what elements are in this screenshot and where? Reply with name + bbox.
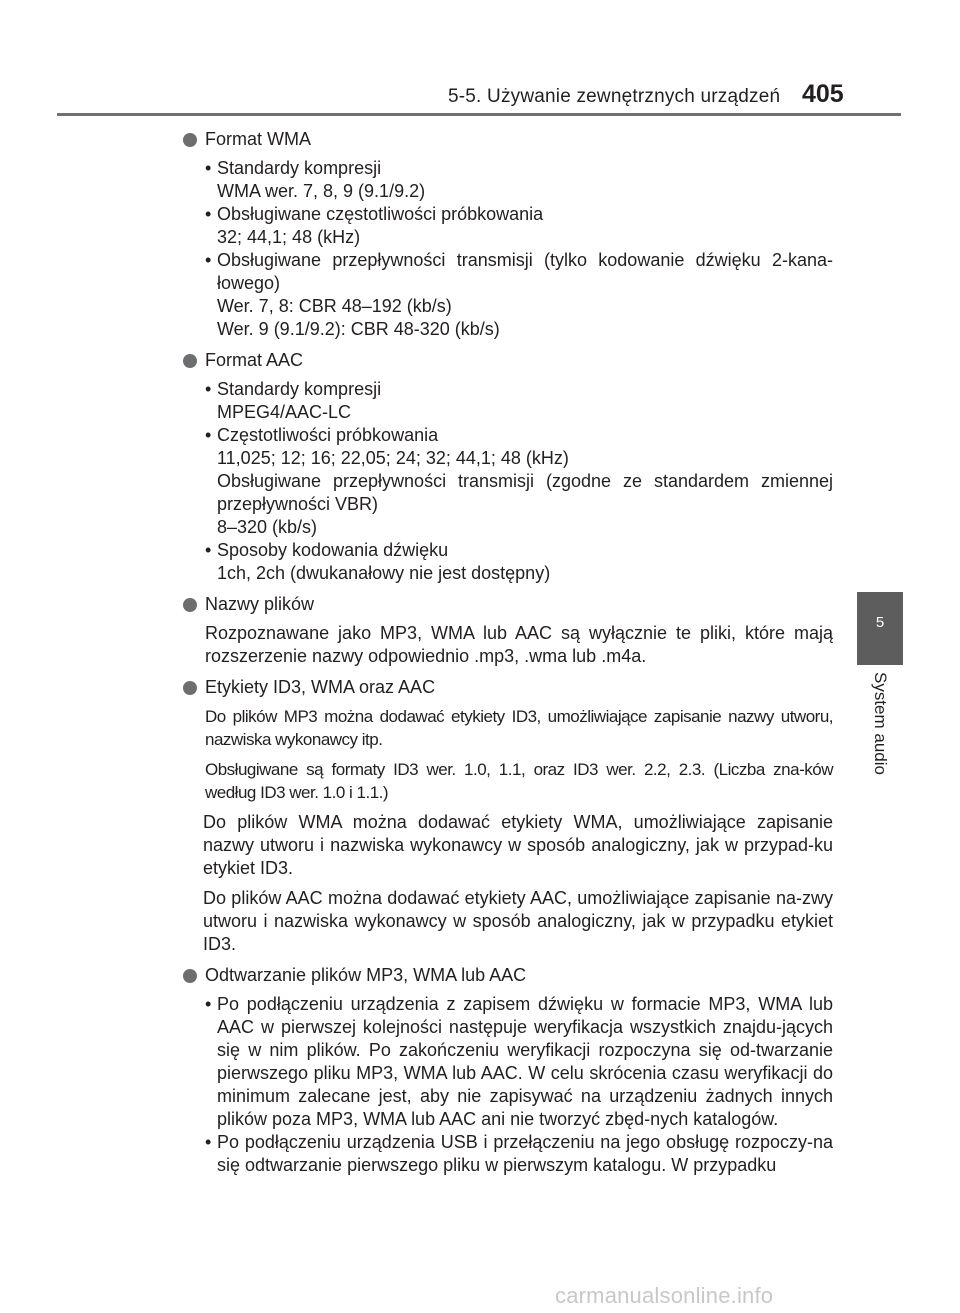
list-item: • Po podłączeniu urządzenia USB i przełączeniu na jego obsługę rozpoczy-na się odtwarzanie pierwszego pliku w pierwszym katalogu. W przypadku <box>205 1132 833 1175</box>
list-item: • Sposoby kodowania dźwięku 1ch, 2ch (dwukanałowy nie jest dostępny) <box>205 539 833 585</box>
list-item: • Obsługiwane przepływności transmisji (tylko kodowanie dźwięku 2-kana-łowego) Wer. 7, 8: CBR 48–192 (kb/s) Wer. 9 (9.1/9.2): CBR 48-320 (kb/s) <box>205 250 833 339</box>
list-item: • Po podłączeniu urządzenia z zapisem dźwięku w formacie MP3, WMA lub AAC w pierwszej kolejności następuje weryfikacja wszystkich znajdu-jących się w nim plików. Po zakończeniu weryfikacji rozpoczyna się od-twarzanie pierwszego pliku MP3, WMA lub AAC. W celu skrócenia czasu weryfikacji do minimum zalecane jest, aby nie zapisywać na urządzeniu żadnych innych plików poza MP3, WMA lub AAC ani nie tworzyć zbęd-nych katalogów. <box>205 994 833 1129</box>
section-heading <box>183 676 833 699</box>
item-text: Po podłączeniu urządzenia USB i przełączeniu na jego obsługę rozpoczy-na się odtwarzanie pierwszego pliku w pierwszym katalogu. W przypadku <box>217 1132 833 1175</box>
list-item: • Częstotliwości próbkowania 11,025; 12; 16; 22,05; 24; 32; 44,1; 48 (kHz) Obsługiwane przepływności transmisji (zgodne ze standardem zmiennej przepływności VBR) 8–320 (kb/s) <box>205 425 833 537</box>
section-heading-text: Etykiety ID3, WMA oraz AAC <box>205 677 436 697</box>
chapter-number: 5 <box>875 614 885 631</box>
paragraph: Do plików AAC można dodawać etykiety AAC, umożliwiające zapisanie na-zwy utworu i nazwiska wykonawcy w sposób analogiczny, jak w przypadku etykiet ID3. <box>203 888 833 954</box>
item-value: WMA wer. 7, 8, 9 (9.1/9.2) <box>217 181 426 201</box>
paragraph: Do plików WMA można dodawać etykiety WMA, umożliwiające zapisanie nazwy utworu i nazwiska wykonawcy w sposób analogiczny, jak w przypad-ku etykiet ID3. <box>203 812 833 878</box>
item-value: Wer. 9 (9.1/9.2): CBR 48-320 (kb/s) <box>217 319 500 339</box>
section-playback <box>183 964 833 1177</box>
section-heading-text: Nazwy plików <box>205 594 315 614</box>
item-label: Obsługiwane przepływności transmisji (tylko kodowanie dźwięku 2-kana-łowego) <box>217 250 833 293</box>
section-aac <box>183 349 833 585</box>
section-file-names <box>183 593 833 668</box>
section-heading <box>183 964 833 987</box>
item-value: 11,025; 12; 16; 22,05; 24; 32; 44,1; 48 (kHz) <box>217 448 569 468</box>
section-heading-text: Format WMA <box>205 129 311 149</box>
bullet-icon <box>183 969 197 983</box>
paragraph: Do plików MP3 można dodawać etykiety ID3, umożliwiające zapisanie nazwy utworu, nazwiska wykonawcy itp. <box>205 707 833 749</box>
paragraph: Obsługiwane są formaty ID3 wer. 1.0, 1.1, oraz ID3 wer. 2.2, 2.3. (Liczba zna-ków według ID3 wer. 1.0 i 1.1.) <box>205 760 833 802</box>
item-label: Częstotliwości próbkowania <box>217 425 439 445</box>
section-heading-text: Format AAC <box>205 350 304 370</box>
paragraph: Rozpoznawane jako MP3, WMA lub AAC są wyłącznie te pliki, które mają rozszerzenie nazwy odpowiednio .mp3, .wma lub .m4a. <box>205 623 833 666</box>
list-item: • Standardy kompresji MPEG4/AAC-LC <box>205 378 833 424</box>
chapter-label: System audio <box>871 672 890 775</box>
item-label: Obsługiwane częstotliwości próbkowania <box>217 204 544 224</box>
bullet-icon <box>183 598 197 612</box>
section-wma <box>183 128 833 341</box>
page-content <box>183 128 833 1185</box>
item-value: 8–320 (kb/s) <box>217 517 318 537</box>
item-text: Po podłączeniu urządzenia z zapisem dźwięku w formacie MP3, WMA lub AAC w pierwszej kolejności następuje weryfikacja wszystkich znajdu-jących się w nim plików. Po zakończeniu weryfikacji rozpoczyna się od-twarzanie pierwszego pliku MP3, WMA lub AAC. W celu skrócenia czasu weryfikacji do minimum zalecane jest, aby nie zapisywać na urządzeniu żadnych innych plików poza MP3, WMA lub AAC ani nie tworzyć zbęd-nych katalogów. <box>217 994 833 1129</box>
watermark: carmanualsonline.info <box>555 1283 774 1308</box>
item-label: Sposoby kodowania dźwięku <box>217 540 449 560</box>
item-value: Wer. 7, 8: CBR 48–192 (kb/s) <box>217 296 452 316</box>
section-heading <box>183 349 833 372</box>
section-heading <box>183 593 833 616</box>
bullet-icon <box>183 681 197 695</box>
list-item: • Standardy kompresji WMA wer. 7, 8, 9 (9.1/9.2) <box>205 157 833 203</box>
section-title: 5-5. Używanie zewnętrznych urządzeń <box>448 86 781 107</box>
list-item: • Obsługiwane częstotliwości próbkowania 32; 44,1; 48 (kHz) <box>205 203 833 249</box>
bullet-icon <box>183 133 197 147</box>
item-value: Obsługiwane przepływności transmisji (zgodne ze standardem zmiennej przepływności VBR) <box>217 471 833 514</box>
section-tags <box>183 676 833 956</box>
section-heading-text: Odtwarzanie plików MP3, WMA lub AAC <box>205 965 527 985</box>
header-divider <box>57 113 901 116</box>
bullet-icon <box>183 354 197 368</box>
item-value: 1ch, 2ch (dwukanałowy nie jest dostępny) <box>217 563 551 583</box>
item-value: MPEG4/AAC-LC <box>217 402 352 422</box>
chapter-tab <box>857 592 903 665</box>
item-label: Standardy kompresji <box>217 379 382 399</box>
item-label: Standardy kompresji <box>217 158 382 178</box>
section-heading <box>183 128 833 151</box>
page-number: 405 <box>802 80 844 108</box>
item-value: 32; 44,1; 48 (kHz) <box>217 227 361 247</box>
